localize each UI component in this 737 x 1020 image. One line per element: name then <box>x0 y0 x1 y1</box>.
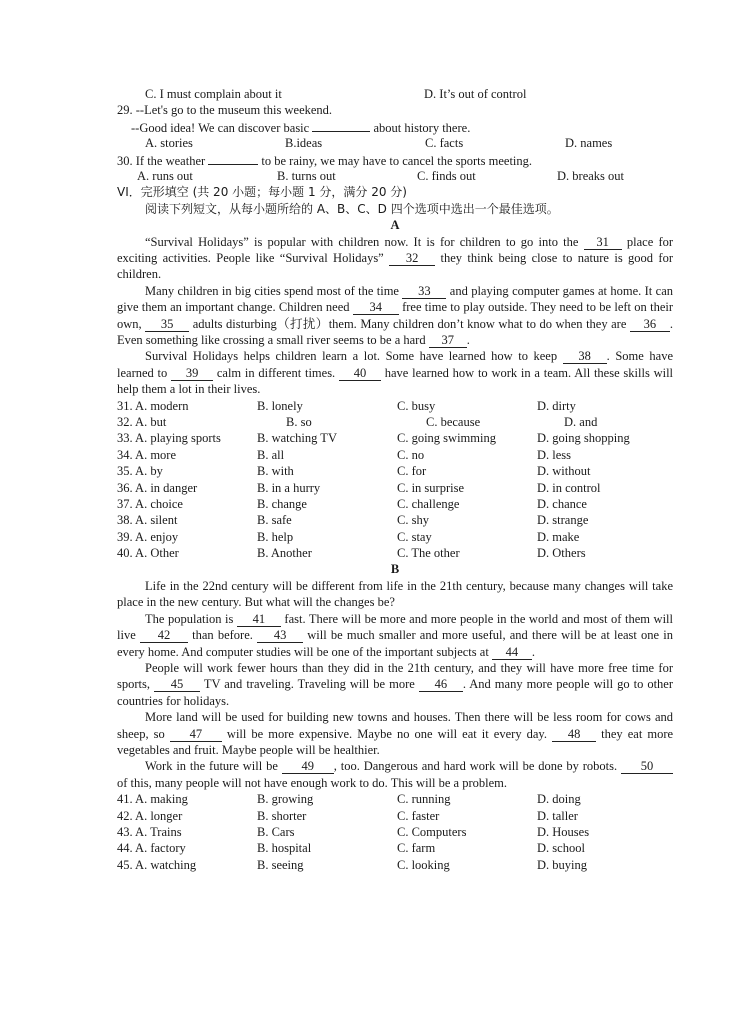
blank-45: 45 <box>154 677 200 692</box>
passage-b-questions <box>117 791 673 873</box>
blank-32: 32 <box>389 251 435 266</box>
text-span: calm in different times. <box>216 365 336 380</box>
q30-options <box>117 168 673 184</box>
text-span: and playing computer games at home. It can give them an important change. Children need <box>117 283 673 315</box>
text-span: More land will be used for building new towns and houses. Then there will be less room for cows and sheep, so <box>117 710 673 741</box>
exam-page <box>117 86 673 873</box>
q30-option-c: C. finds out <box>417 168 476 183</box>
option-c: C. farm <box>397 841 436 856</box>
option-b: B. lonely <box>257 398 303 413</box>
q29-stem: 29. --Let's go to the museum this weekend. <box>117 103 333 118</box>
q30-option-a: A. runs out <box>137 168 193 183</box>
text-span: will be much smaller and more useful, and there will be at least one in every home. And computer studies will be one of the important subjects at <box>117 628 674 659</box>
text-span: have learned how to work in a team. All these skills will help them a lot in their lives. <box>117 365 674 397</box>
passage-a-label: A <box>390 218 400 233</box>
option-c: C. busy <box>397 398 436 413</box>
q29-reply-after: about history there. <box>373 120 471 135</box>
question-31 <box>117 398 673 414</box>
option-a: 37. A. choice <box>117 496 183 511</box>
q29-reply-before: --Good idea! We can discover basic <box>131 120 310 135</box>
option-a: 34. A. more <box>117 447 177 462</box>
option-c: C. faster <box>397 808 440 823</box>
option-d: D. Others <box>537 546 586 561</box>
blank-47: 47 <box>170 727 222 742</box>
q29-option-a: A. stories <box>145 136 193 151</box>
option-b: B. safe <box>257 513 292 528</box>
blank-49: 49 <box>282 759 334 774</box>
question-44 <box>117 840 673 856</box>
question-45 <box>117 857 673 873</box>
option-c: C. no <box>397 447 425 462</box>
option-c: C. shy <box>397 513 429 528</box>
option-a: 43. A. Trains <box>117 824 182 839</box>
q29-reply <box>117 119 673 135</box>
option-b: B. with <box>257 464 294 479</box>
q29-blank <box>312 119 370 132</box>
option-b: B. shorter <box>257 808 307 823</box>
question-40 <box>117 545 673 561</box>
option-c: C. stay <box>397 529 432 544</box>
option-b: B. change <box>257 496 307 511</box>
option-c: C. for <box>397 464 427 479</box>
option-d: D. less <box>537 447 572 462</box>
passage-a-paragraph-3 <box>117 348 673 397</box>
option-a: 42. A. longer <box>117 808 183 823</box>
option-b: B. help <box>257 529 294 544</box>
blank-38: 38 <box>563 349 607 364</box>
q29-option-b: B.ideas <box>285 136 323 151</box>
option-d: D. without <box>537 464 591 479</box>
text-span: . Some have learned to <box>117 349 673 380</box>
blank-31: 31 <box>584 235 622 250</box>
passage-b-paragraph-2 <box>117 611 673 660</box>
blank-43: 43 <box>257 628 303 643</box>
q30-stem <box>117 152 673 168</box>
blank-33: 33 <box>402 284 446 299</box>
q28-options <box>117 86 673 102</box>
option-c: C. running <box>397 792 451 807</box>
option-b: B. Cars <box>257 824 295 839</box>
question-34 <box>117 447 673 463</box>
text-span: People will work fewer hours than they did in the 21th century, and they will have more free time for sports, <box>117 660 673 692</box>
text-span: of this, many people will not have enough work to do. This will be a problem. <box>117 775 507 790</box>
option-c: C. The other <box>397 546 460 561</box>
text-span: Life in the 22nd century will be different from life in the 21th century, because many changes will take place in the new century. But what will the changes be? <box>117 578 673 610</box>
option-d: D. chance <box>537 496 587 511</box>
option-d: D. doing <box>537 792 581 807</box>
q29-options <box>117 135 673 151</box>
blank-37: 37 <box>429 333 467 348</box>
blank-39: 39 <box>171 366 213 381</box>
option-d: D. Houses <box>537 824 590 839</box>
text-span: . And many more people will go to other countries for holidays. <box>117 677 674 708</box>
passage-a-paragraph-2 <box>117 283 673 349</box>
q28-option-d: D. It’s out of control <box>424 87 527 101</box>
option-b: B. so <box>286 414 312 429</box>
blank-48: 48 <box>552 727 596 742</box>
blank-34: 34 <box>353 300 399 315</box>
question-35 <box>117 463 673 479</box>
blank-46: 46 <box>419 677 463 692</box>
q30-stem-after: to be rainy, we may have to cancel the sports meeting. <box>261 153 533 168</box>
option-b: B. seeing <box>257 857 304 872</box>
option-b: B. in a hurry <box>257 480 321 495</box>
option-a: 32. A. but <box>117 414 167 429</box>
text-span: fast. There will be more and more people in the world and most of them will live <box>117 611 674 643</box>
question-38 <box>117 512 673 528</box>
option-d: D. strange <box>537 513 589 528</box>
q30-option-b: B. turns out <box>277 168 336 183</box>
option-d: D. school <box>537 841 585 856</box>
option-c: C. in surprise <box>397 480 465 495</box>
text-span: Work in the future will be <box>145 759 278 774</box>
passage-a-paragraph-1 <box>117 234 673 283</box>
text-span: . <box>466 332 470 347</box>
question-41 <box>117 791 673 807</box>
option-d: D. buying <box>537 857 587 872</box>
section-instruction: 阅读下列短文，从每小题所给的 A、B、C、D 四个选项中选出一个最佳选项。 <box>145 201 559 216</box>
blank-40: 40 <box>339 366 381 381</box>
option-a: 38. A. silent <box>117 513 178 528</box>
blank-44: 44 <box>492 645 532 660</box>
passage-b-label: B <box>390 562 400 577</box>
option-d: D. and <box>564 414 598 429</box>
option-d: D. make <box>537 529 580 544</box>
question-33 <box>117 430 673 446</box>
question-37 <box>117 496 673 512</box>
option-a: 40. A. Other <box>117 546 179 561</box>
option-a: 35. A. by <box>117 464 163 479</box>
blank-41: 41 <box>237 612 281 627</box>
text-span: . <box>531 644 536 659</box>
option-b: B. Another <box>257 546 312 561</box>
question-39 <box>117 529 673 545</box>
option-b: B. growing <box>257 792 314 807</box>
text-span: place for exciting activities. People like “Survival Holidays” <box>117 234 674 265</box>
blank-50: 50 <box>621 759 673 774</box>
option-c: C. Computers <box>397 824 467 839</box>
q29-option-c: C. facts <box>425 136 464 151</box>
text-span: Many children in big cities spend most of the time <box>145 283 399 298</box>
text-span: will be more expensive. Maybe no one will eat it every day. <box>226 726 547 741</box>
option-c: C. challenge <box>397 496 460 511</box>
text-span: free time to play outside. They need to be left on their own, <box>117 300 674 331</box>
text-span: they think being close to nature is good for children. <box>117 250 673 282</box>
text-span: they eat more vegetables and fruit. Maybe people will be healthier. <box>117 726 674 757</box>
option-b: B. hospital <box>257 841 312 856</box>
text-span: TV and traveling. Traveling will be more <box>203 677 415 692</box>
option-a: 45. A. watching <box>117 857 197 872</box>
option-c: C. going swimming <box>397 431 496 446</box>
passage-b-paragraph-5 <box>117 758 673 791</box>
question-36 <box>117 480 673 496</box>
text-span: adults disturbing（打扰）them. Many children don’t know what to do when they are <box>192 316 627 331</box>
passage-a-questions <box>117 398 673 562</box>
blank-35: 35 <box>145 317 189 332</box>
q29-option-d: D. names <box>565 136 613 151</box>
question-42 <box>117 808 673 824</box>
option-c: C. because <box>426 414 481 429</box>
option-b: B. watching TV <box>257 431 337 446</box>
blank-36: 36 <box>630 317 670 332</box>
option-a: 33. A. playing sports <box>117 431 221 446</box>
text-span: The population is <box>145 611 234 626</box>
option-b: B. all <box>257 447 285 462</box>
blank-42: 42 <box>140 628 188 643</box>
text-span: than before. <box>192 628 253 643</box>
passage-b-paragraph-1 <box>117 578 673 611</box>
q30-stem-before: 30. If the weather <box>117 153 206 168</box>
option-a: 31. A. modern <box>117 398 189 413</box>
option-a: 41. A. making <box>117 792 188 807</box>
q30-option-d: D. breaks out <box>557 168 624 183</box>
q30-blank <box>208 152 258 165</box>
option-a: 39. A. enjoy <box>117 529 179 544</box>
passage-b-paragraph-3 <box>117 660 673 709</box>
passage-b-paragraph-4 <box>117 709 673 758</box>
option-a: 36. A. in danger <box>117 480 198 495</box>
q28-option-c: C. I must complain about it <box>145 87 282 101</box>
question-43 <box>117 824 673 840</box>
text-span: “Survival Holidays” is popular with children now. It is for children to go into the <box>145 234 579 249</box>
option-d: D. going shopping <box>537 431 630 446</box>
option-a: 44. A. factory <box>117 841 186 856</box>
text-span: Survival Holidays helps children learn a lot. Some have learned how to keep <box>145 349 558 364</box>
option-d: D. taller <box>537 808 578 823</box>
text-span: . Even something like crossing a small river seems to be a hard <box>117 316 674 347</box>
section-title: VI．完形填空 (共 20 小题；每小题 1 分，满分 20 分) <box>117 185 407 200</box>
option-d: D. in control <box>537 480 601 495</box>
option-c: C. looking <box>397 857 450 872</box>
question-32 <box>117 414 673 430</box>
option-d: D. dirty <box>537 398 576 413</box>
text-span: , too. Dangerous and hard work will be done by robots. <box>333 759 618 774</box>
